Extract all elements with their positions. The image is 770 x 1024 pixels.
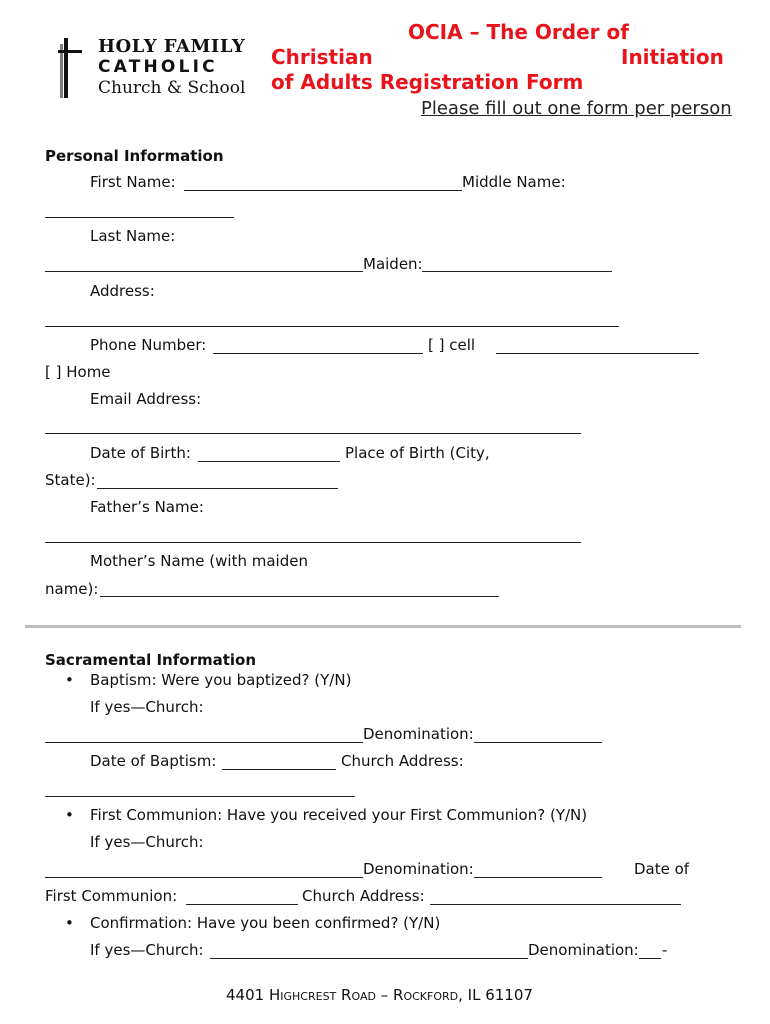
- communion-church-address-field[interactable]: [430, 904, 681, 905]
- logo-line-3: Church & School: [98, 78, 246, 98]
- baptism-church-address-label: Church Address:: [341, 752, 464, 770]
- pob-field[interactable]: [97, 488, 338, 489]
- phone-number-label: Phone Number:: [90, 336, 207, 354]
- footer-street: HIGHCREST ROAD: [268, 986, 376, 1004]
- cell-checkbox[interactable]: [ ] cell: [428, 336, 476, 354]
- communion-church-label: If yes—Church:: [90, 833, 204, 851]
- logo-line-2: CATHOLIC: [98, 57, 218, 77]
- date-of-label: Date of: [634, 860, 690, 878]
- communion-denomination-field[interactable]: [474, 877, 602, 878]
- dob-label: Date of Birth:: [90, 444, 191, 462]
- footer-address: [226, 986, 533, 1004]
- home-checkbox[interactable]: [ ] Home: [45, 363, 111, 381]
- last-name-label: Last Name:: [90, 227, 176, 245]
- state-label: State):: [45, 471, 96, 489]
- trailing-dash: -: [662, 941, 668, 959]
- date-baptism-field[interactable]: [222, 769, 336, 770]
- bullet-confirmation: •: [65, 914, 74, 932]
- church-logo: [58, 36, 258, 100]
- email-field[interactable]: [45, 433, 581, 434]
- communion-question: First Communion: Have you received your First Communion? (Y/N): [90, 806, 588, 824]
- middle-name-label: Middle Name:: [462, 173, 566, 191]
- baptism-church-address-field[interactable]: [45, 796, 355, 797]
- first-communion-label: First Communion:: [45, 887, 178, 905]
- cell-field[interactable]: [496, 353, 699, 354]
- confirmation-question: Confirmation: Have you been confirmed? (Y/N): [90, 914, 441, 932]
- address-label: Address:: [90, 282, 155, 300]
- first-name-field[interactable]: [184, 190, 462, 191]
- baptism-denomination-label: Denomination:: [363, 725, 474, 743]
- section-divider: [25, 625, 741, 628]
- email-label: Email Address:: [90, 390, 202, 408]
- baptism-church-field[interactable]: [45, 742, 363, 743]
- father-label: Father’s Name:: [90, 498, 204, 516]
- mother-label: Mother’s Name (with maiden: [90, 552, 308, 570]
- address-field[interactable]: [45, 326, 619, 327]
- subtitle: Please fill out one form per person: [421, 98, 732, 119]
- title-line-2b: Initiation: [621, 45, 724, 69]
- footer-separator: –: [380, 986, 389, 1004]
- dob-field[interactable]: [198, 461, 340, 462]
- personal-info-heading: Personal Information: [45, 147, 224, 165]
- middle-name-field[interactable]: [45, 217, 234, 218]
- baptism-church-label: If yes—Church:: [90, 698, 204, 716]
- pob-label: Place of Birth (City,: [345, 444, 490, 462]
- communion-church-address-label: Church Address:: [302, 887, 425, 905]
- first-name-label: First Name:: [90, 173, 176, 191]
- confirmation-church-field[interactable]: [210, 958, 528, 959]
- maiden-label: Maiden:: [363, 255, 423, 273]
- cross-icon: [58, 36, 84, 100]
- confirmation-denomination-field[interactable]: [639, 958, 661, 959]
- baptism-denomination-field[interactable]: [474, 742, 602, 743]
- first-communion-date-field[interactable]: [186, 904, 298, 905]
- communion-church-field[interactable]: [45, 877, 363, 878]
- title-line-1: OCIA – The Order of: [408, 20, 629, 44]
- title-line-2a: Christian: [271, 45, 373, 69]
- logo-line-1: HOLY FAMILY: [98, 36, 246, 57]
- date-baptism-label: Date of Baptism:: [90, 752, 217, 770]
- title-line-3: of Adults Registration Form: [271, 70, 584, 94]
- maiden-field[interactable]: [422, 271, 612, 272]
- footer-city: ROCKFORD, IL 61107: [393, 986, 533, 1004]
- communion-denomination-label: Denomination:: [363, 860, 474, 878]
- baptism-question: Baptism: Were you baptized? (Y/N): [90, 671, 352, 689]
- sacramental-info-heading: Sacramental Information: [45, 651, 257, 669]
- bullet-baptism: •: [65, 671, 74, 689]
- confirmation-denomination-label: Denomination:: [528, 941, 639, 959]
- footer-street-number: 4401: [226, 986, 265, 1004]
- confirmation-church-label: If yes—Church:: [90, 941, 204, 959]
- mother-label-cont: name):: [45, 580, 99, 598]
- bullet-communion: •: [65, 806, 74, 824]
- father-field[interactable]: [45, 542, 581, 543]
- last-name-field[interactable]: [45, 271, 363, 272]
- phone-number-field[interactable]: [213, 353, 423, 354]
- mother-field[interactable]: [100, 596, 499, 597]
